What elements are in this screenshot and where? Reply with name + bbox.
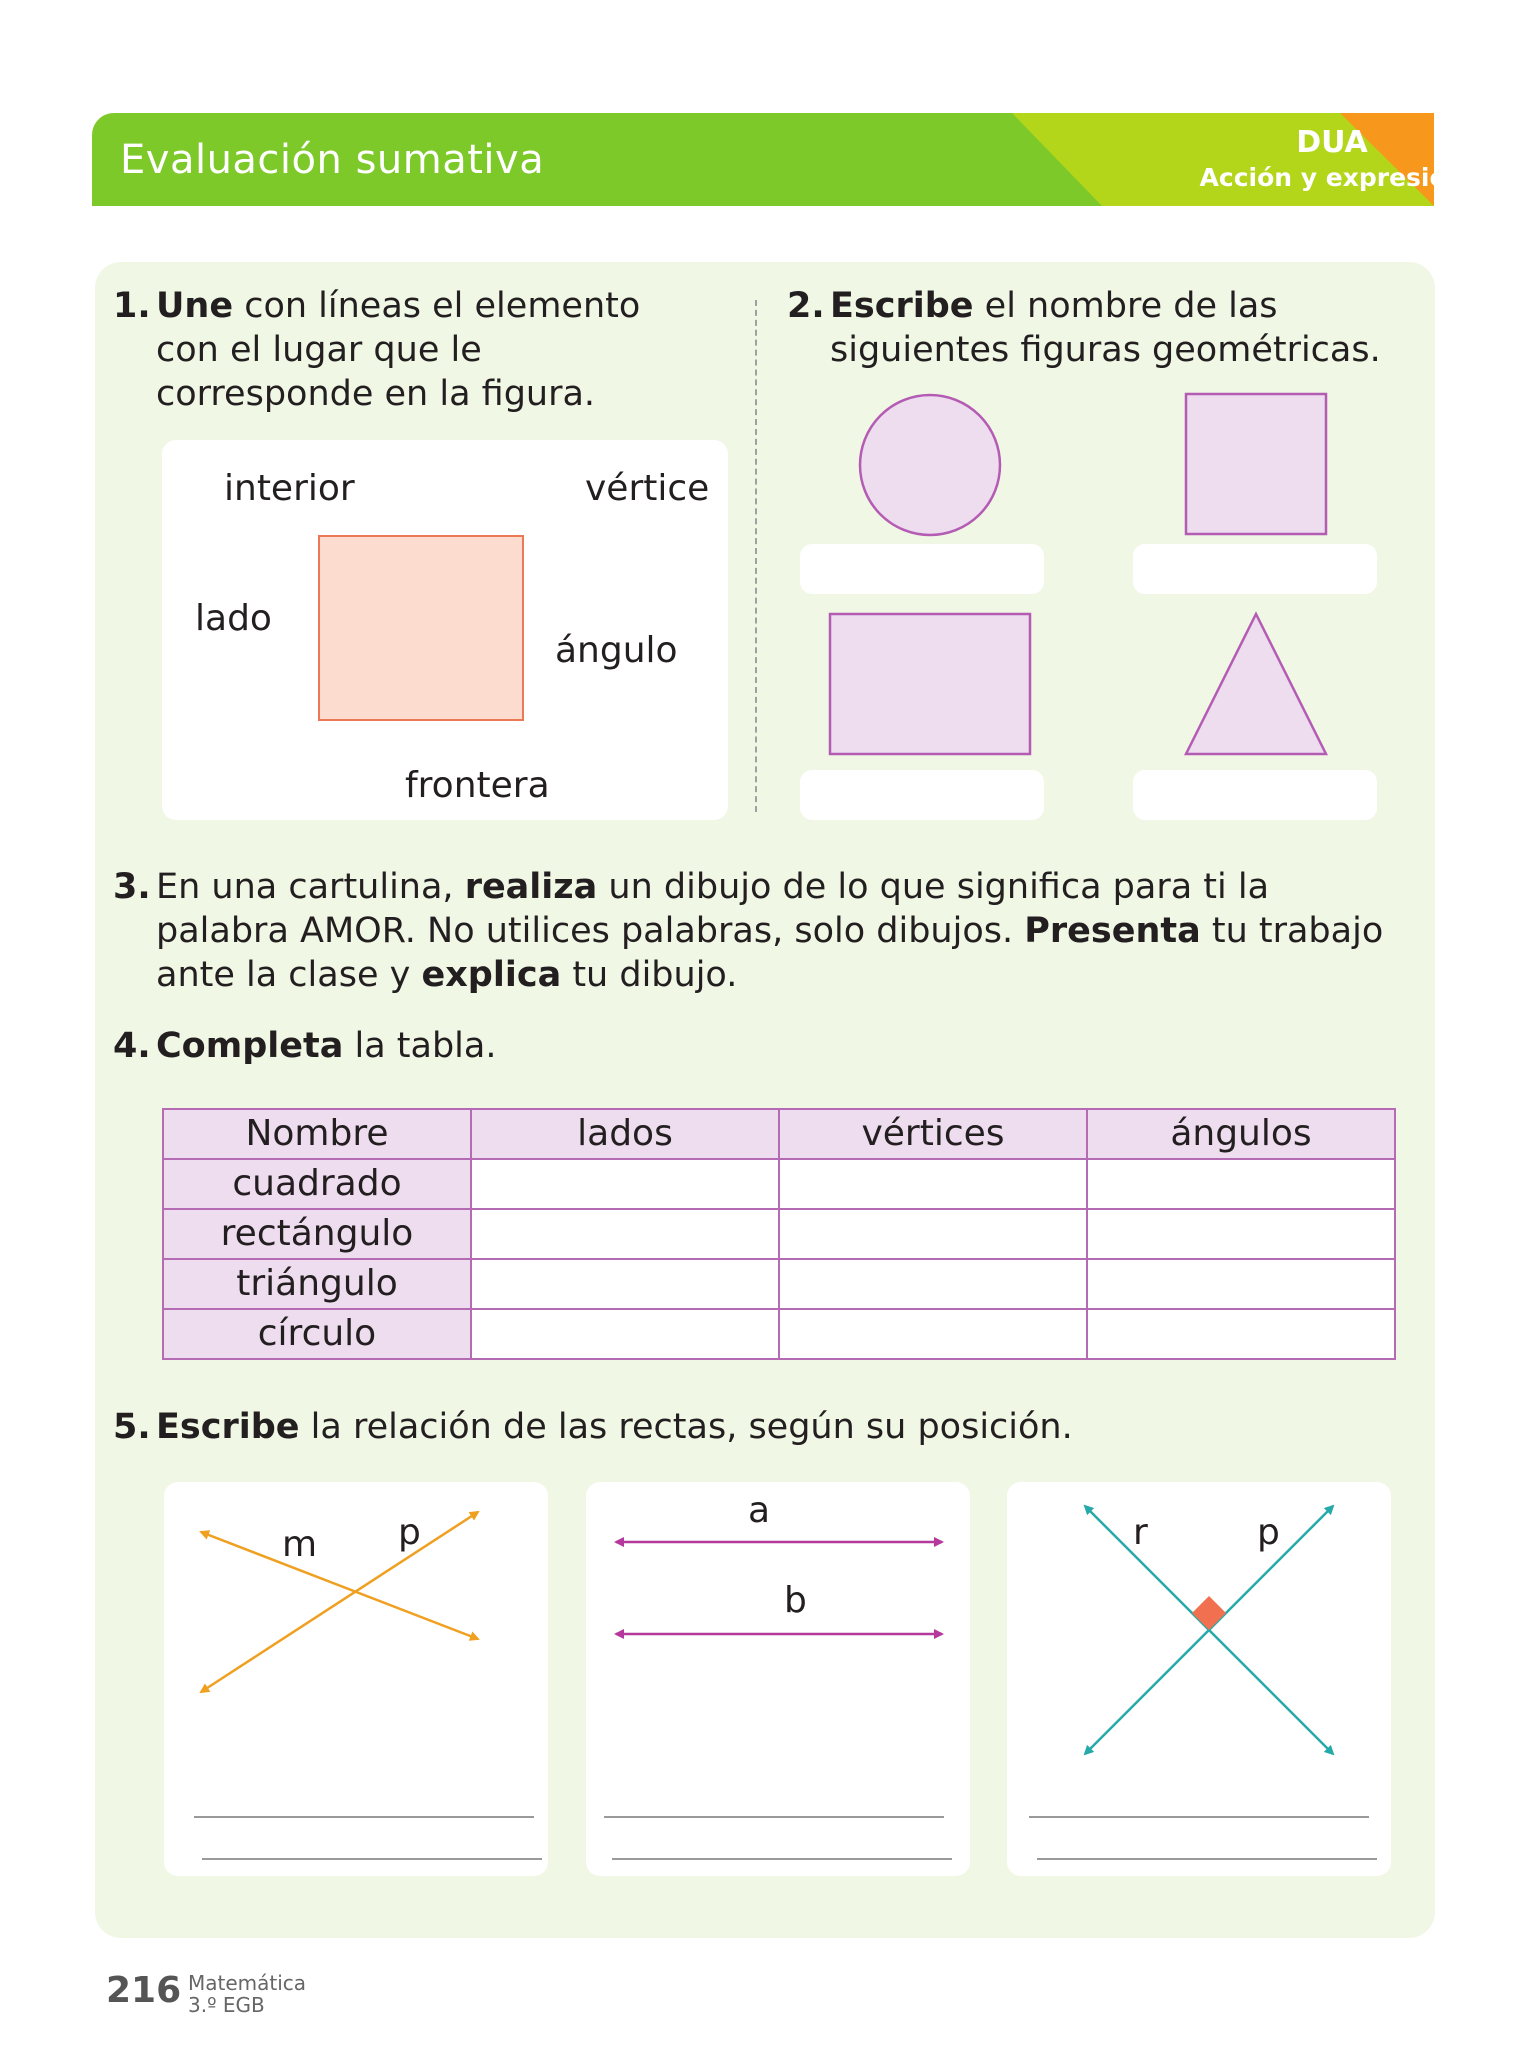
answer-line[interactable] bbox=[612, 1858, 952, 1860]
table-header: lados bbox=[471, 1109, 779, 1159]
square-figure bbox=[318, 535, 524, 721]
right-angle-marker bbox=[1192, 1596, 1226, 1630]
shapes-table bbox=[162, 1108, 1396, 1360]
table-row bbox=[163, 1309, 1395, 1359]
row-label: cuadrado bbox=[163, 1159, 471, 1209]
prompt-text: tu dibujo. bbox=[561, 955, 738, 995]
square-icon bbox=[1186, 394, 1326, 534]
answer-cell[interactable] bbox=[1087, 1159, 1395, 1209]
lines-card-perpendicular bbox=[1007, 1482, 1391, 1876]
question-4-prompt bbox=[113, 1024, 496, 1068]
answer-line[interactable] bbox=[1037, 1858, 1377, 1860]
label-vertice[interactable]: vértice bbox=[585, 468, 710, 509]
answer-box-rectangle[interactable] bbox=[800, 770, 1044, 820]
answer-cell[interactable] bbox=[1087, 1309, 1395, 1359]
prompt-text: tu trabajo bbox=[1200, 911, 1384, 951]
prompt-text: la relación de las rectas, según su posición. bbox=[299, 1407, 1073, 1447]
table-row bbox=[163, 1209, 1395, 1259]
answer-cell[interactable] bbox=[779, 1159, 1087, 1209]
question-verb: Escribe bbox=[830, 286, 974, 326]
subject-info bbox=[188, 1972, 306, 2016]
line-label-p: p bbox=[1257, 1512, 1280, 1553]
table-row bbox=[163, 1159, 1395, 1209]
dua-badge-title: DUA bbox=[1296, 125, 1368, 160]
prompt-text: un dibujo de lo que significa para ti la bbox=[597, 867, 1270, 907]
answer-cell[interactable] bbox=[471, 1159, 779, 1209]
prompt-text: la tabla. bbox=[343, 1026, 497, 1066]
answer-cell[interactable] bbox=[471, 1209, 779, 1259]
answer-cell[interactable] bbox=[1087, 1209, 1395, 1259]
answer-cell[interactable] bbox=[779, 1259, 1087, 1309]
question-verb: Escribe bbox=[156, 1407, 300, 1447]
answer-cell[interactable] bbox=[471, 1259, 779, 1309]
lines-card-parallel bbox=[586, 1482, 970, 1876]
dua-badge-subtitle: Acción y expresión bbox=[1199, 163, 1465, 192]
question-1-prompt bbox=[113, 284, 733, 416]
prompt-text: con líneas el elemento bbox=[233, 286, 641, 326]
answer-cell[interactable] bbox=[779, 1309, 1087, 1359]
question-2-prompt bbox=[787, 284, 1427, 372]
row-label: triángulo bbox=[163, 1259, 471, 1309]
question-number: 5. bbox=[113, 1407, 151, 1447]
column-divider bbox=[755, 300, 757, 812]
table-header: vértices bbox=[779, 1109, 1087, 1159]
prompt-text: ante la clase y bbox=[156, 955, 422, 995]
question-verb: Completa bbox=[156, 1026, 344, 1066]
line-label-b: b bbox=[784, 1580, 807, 1621]
label-lado[interactable]: lado bbox=[195, 598, 272, 639]
answer-line[interactable] bbox=[604, 1816, 944, 1818]
section-header bbox=[92, 113, 1465, 206]
prompt-text: siguientes figuras geométricas. bbox=[830, 330, 1381, 370]
answer-cell[interactable] bbox=[779, 1209, 1087, 1259]
question-verb: Presenta bbox=[1024, 911, 1201, 951]
answer-cell[interactable] bbox=[1087, 1259, 1395, 1309]
prompt-text: el nombre de las bbox=[973, 286, 1278, 326]
row-label: círculo bbox=[163, 1309, 471, 1359]
question-verb: Une bbox=[156, 286, 234, 326]
answer-box-square[interactable] bbox=[1133, 544, 1377, 594]
table-header: Nombre bbox=[163, 1109, 471, 1159]
answer-line[interactable] bbox=[194, 1816, 534, 1818]
answer-box-circle[interactable] bbox=[800, 544, 1044, 594]
question-number: 4. bbox=[113, 1026, 151, 1066]
row-label: rectángulo bbox=[163, 1209, 471, 1259]
line-p bbox=[201, 1512, 478, 1692]
table-header-row bbox=[163, 1109, 1395, 1159]
line-label-m: m bbox=[282, 1524, 318, 1565]
label-angulo[interactable]: ángulo bbox=[555, 630, 678, 671]
circle-icon bbox=[860, 395, 1000, 535]
table-row bbox=[163, 1259, 1395, 1309]
answer-line[interactable] bbox=[202, 1858, 542, 1860]
prompt-text: palabra AMOR. No utilices palabras, solo dibujos. bbox=[156, 911, 1025, 951]
prompt-text: En una cartulina, bbox=[156, 867, 465, 907]
line-label-p: p bbox=[398, 1512, 421, 1553]
label-interior[interactable]: interior bbox=[224, 468, 355, 509]
answer-line[interactable] bbox=[1029, 1816, 1369, 1818]
rectangle-icon bbox=[830, 614, 1030, 754]
table-header: ángulos bbox=[1087, 1109, 1395, 1159]
prompt-text: corresponde en la figura. bbox=[156, 374, 596, 414]
question-verb: realiza bbox=[464, 867, 598, 907]
triangle-icon bbox=[1186, 614, 1326, 754]
question-3-prompt bbox=[113, 865, 1433, 997]
subject-name: Matemática bbox=[188, 1971, 307, 1995]
section-title: Evaluación sumativa bbox=[120, 137, 545, 183]
lines-card-intersecting bbox=[164, 1482, 548, 1876]
shapes-area bbox=[790, 380, 1410, 830]
prompt-text: con el lugar que le bbox=[156, 330, 482, 370]
question-number: 1. bbox=[113, 286, 151, 326]
label-frontera[interactable]: frontera bbox=[405, 765, 550, 806]
answer-cell[interactable] bbox=[471, 1309, 779, 1359]
question-verb: explica bbox=[421, 955, 562, 995]
question-5-prompt bbox=[113, 1405, 1413, 1449]
grade-label: 3.º EGB bbox=[188, 1993, 265, 2017]
line-label-r: r bbox=[1133, 1512, 1148, 1553]
question-number: 2. bbox=[787, 286, 825, 326]
page-number: 216 bbox=[106, 1970, 182, 2011]
answer-box-triangle[interactable] bbox=[1133, 770, 1377, 820]
line-label-a: a bbox=[748, 1490, 771, 1531]
question-number: 3. bbox=[113, 867, 151, 907]
line-m bbox=[201, 1532, 478, 1639]
